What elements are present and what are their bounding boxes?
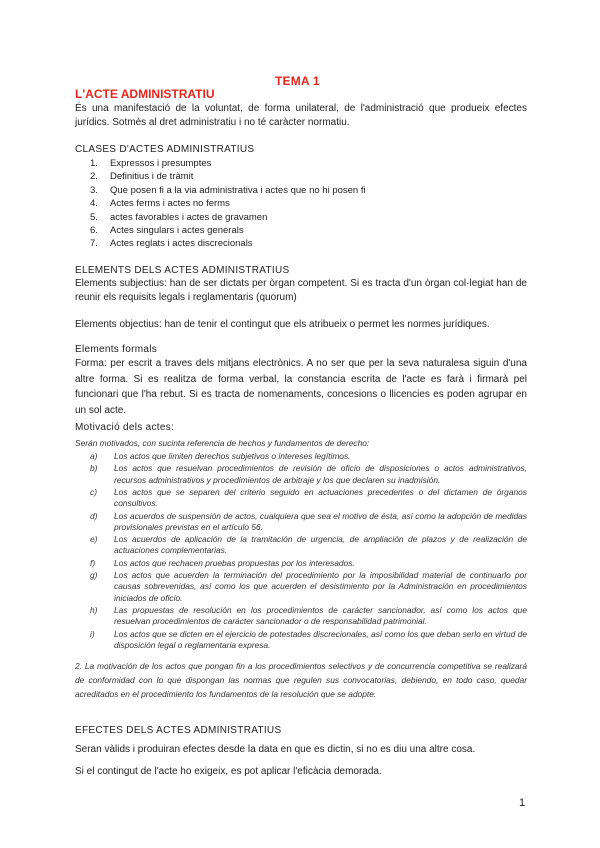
list-item: a) Los actos que limiten derechos subjetivos o intereses legítimos. [90, 451, 351, 461]
list-item: 5. actes favorables i actes de gravamen [90, 211, 268, 223]
elements-objectius: Elements objectius: han de tenir el contingut que els atribueix o permet les normes jurídiques. [75, 319, 490, 330]
list-item: f) Los actos que rechacen pruebas propuestas por los interesados. [90, 557, 355, 568]
classes-heading: CLASES D'ACTES ADMINISTRATIUS [75, 144, 255, 155]
motivacio-list [90, 451, 527, 652]
list-item: h) Las propuestas de resolución en los procedimientos de carácter sancionador, así como los actos que resuelvan procedimientos de carácter sancionador o de responsabilidad patrimonial. [90, 604, 527, 627]
list-item: 6. Actes singulars i actes generals [90, 224, 244, 236]
motivacio-heading: Motivació dels actes: [75, 422, 175, 433]
list-item: b) Los actos que resuelvan procedimientos de revisión de oficio de disposiciones o actos administrativos, recursos administrativos y procedimientos de arbitraje y los que declaren su inadmisión. [90, 463, 527, 485]
motivacio-intro: Serán motivados, con sucinta referencia de hechos y fundamentos de derecho: [75, 438, 370, 448]
efectes-paragraph-2: Si el contingut de l'acte ho exigeix, es pot aplicar l'eficàcia demorada. [75, 766, 382, 777]
formals-heading: Elements formals [75, 344, 158, 355]
tema-title: TEMA 1 [275, 74, 320, 88]
list-item: i) Los actos que se dicten en el ejercicio de potestades discrecionales, así como los que deban serlo en virtud de disposición legal o reglamentaria expresa. [90, 628, 527, 650]
elements-heading: ELEMENTS DELS ACTES ADMINISTRATIUS [75, 265, 290, 276]
efectes-paragraph-1: Seran vàlids i produiran efectes desde la data en que es dictin, si no es diu una altre cosa. [75, 744, 476, 755]
section-title: L'ACTE ADMINISTRATIU [75, 87, 215, 101]
efectes-heading: EFECTES DELS ACTES ADMINISTRATIUS [75, 725, 282, 736]
list-item: 1. Expressos i presumptes [90, 158, 212, 169]
elements-formals: Forma: per escrit a traves dels mitjans electrònics. A no ser que per la seva naturalesa siguin d'una altre forma. Si es realitza de forma verbal, la constancia escrita de l'acte es farà i firmarà pel funcionari que l'ha rebut. Si es tracta de nomenaments, concesions o llicencies es poden agrupar en un sol acte. [75, 358, 527, 416]
page-number: 1 [519, 797, 526, 809]
list-item: e) Los acuerdos de aplicación de la tramitación de urgencia, de ampliación de plazos y de realización de actuaciones complementarias. [90, 534, 527, 556]
elements-subjectius: Elements subjectius: han de ser dictats per òrgan competent. Si es tracta d'un òrgan col·legiat han de reunir els requisits legals i reglamentaris (quorum) [75, 278, 527, 303]
list-item: 7. Actes reglats i actes discrecionals [90, 238, 253, 250]
list-item: 3. Que posen fi a la via administrativa i actes que no hi posen fi [90, 184, 366, 196]
classes-list [90, 157, 510, 251]
list-item: 2. Definitius i de tràmit [90, 171, 194, 183]
list-item: 4. Actes ferms i actes no ferms [90, 198, 230, 210]
list-item: d) Los acuerdos de suspensión de actos, cualquiera que sea el motivo de ésta, así como la adopción de medidas provisionales previstas en el artículo 56. [90, 510, 527, 532]
intro-paragraph: És una manifestació de la voluntat, de forma unilateral, de l'administració que produeix efectes jurídics. Sotmès al dret administratiu i no té caràcter normatiu. [75, 103, 527, 128]
list-item: c) Los actos que se separen del criterio seguido en actuaciones precedentes o del dictamen de órganos consultivos. [90, 486, 527, 509]
list-item: g) Los actos que acuerden la terminación del procedimiento por la imposibilidad material de continuarlo por causas sobrevenidas, así como los que acuerden el desistimiento por la Administración en procedimientos iniciados de oficio. [90, 570, 527, 603]
motivacio-point-2: 2. La motivación de los actos que pongan fin a los procedimientos selectivos y de concurrencia competitiva se realizará de conformidad con lo que dispongan las normas que regulen sus convocatorias, debiendo, en todo caso, quedar acreditados en el procedimiento los fundamentos de la resolución que se adopte. [75, 661, 527, 699]
